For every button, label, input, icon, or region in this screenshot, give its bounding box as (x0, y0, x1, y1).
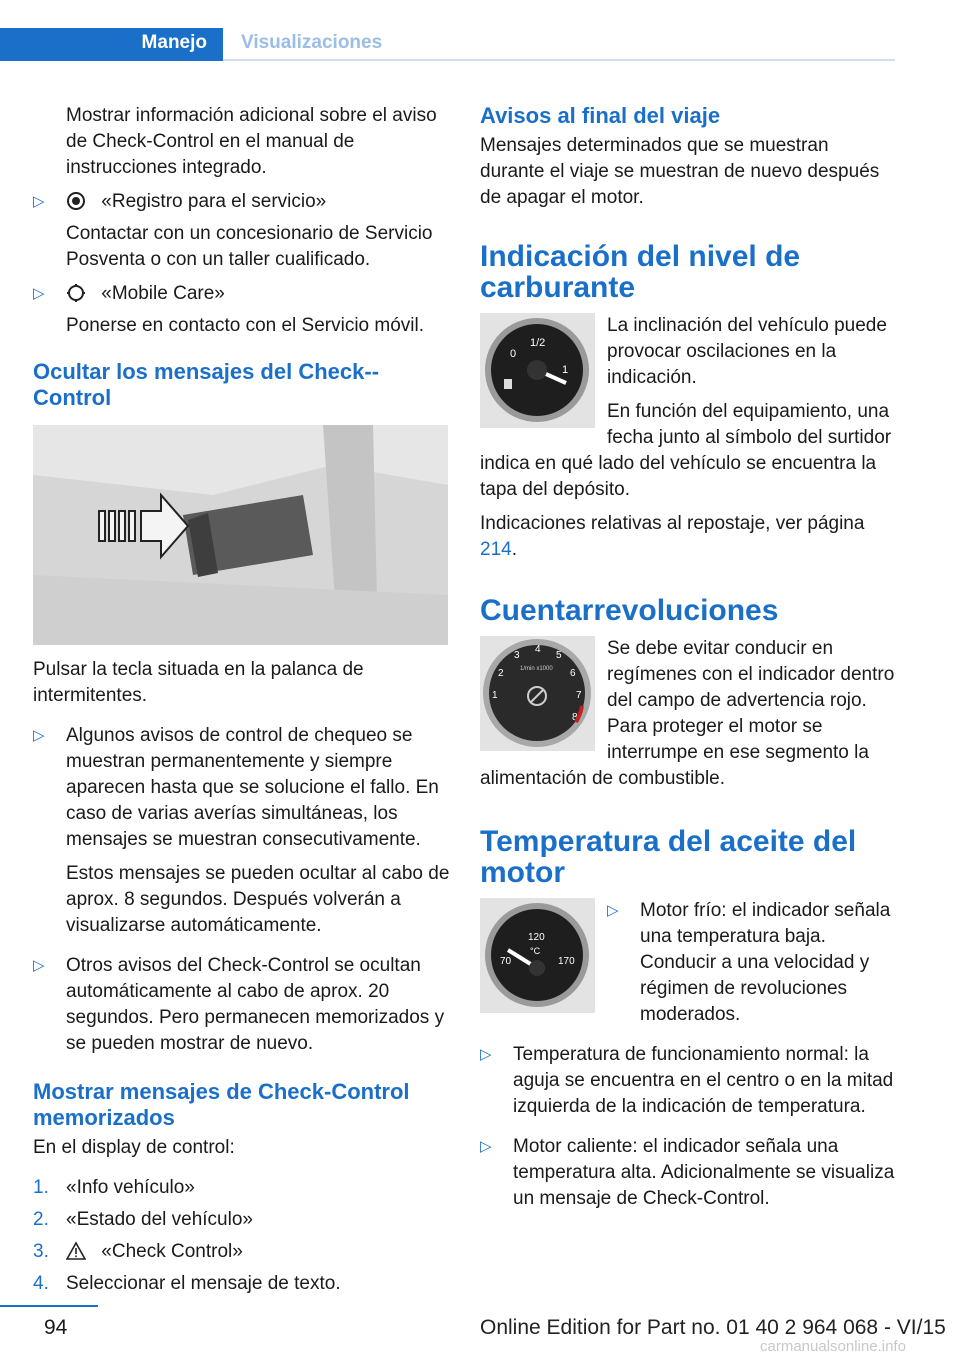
warning-triangle-icon (66, 1241, 101, 1262)
hide-heading: Ocultar los mensajes del Check--Control (33, 359, 380, 410)
steps-list (33, 1175, 450, 1297)
rev-label-7: 7 (576, 690, 582, 701)
mobile-item-label: «Mobile Care» (101, 283, 225, 304)
service-text: Contactar con un concesionario de Servicio Posventa o con un taller cualificado. (66, 223, 433, 270)
list-item (33, 1271, 450, 1297)
rev-label-1: 1 (492, 690, 498, 701)
display-text: En el display de control: (33, 1137, 235, 1158)
bullet-hot (480, 1134, 895, 1212)
list-item (33, 1175, 450, 1201)
step-number: 2. (33, 1209, 49, 1230)
tachometer-image (480, 636, 595, 751)
footer-rule (0, 1305, 98, 1307)
mobile-care-icon (66, 283, 101, 304)
press-text: Pulsar la tecla situada en la palanca de intermitentes. (33, 659, 364, 706)
step-text: «Check Control» (101, 1241, 243, 1262)
triangle-bullet-icon: ▷ (480, 1046, 492, 1063)
rev-heading: Cuentarrevoluciones (480, 594, 779, 627)
bmw-service-icon (66, 191, 101, 212)
bullet-normal (480, 1042, 895, 1120)
oil-label-unit: °C (530, 946, 541, 956)
fuel-text-1: La inclinación del vehículo puede provocar oscilaciones en la indicación. (607, 315, 887, 388)
oil-label-170: 170 (558, 956, 575, 967)
oil-heading: Temperatura del aceite del motor (480, 825, 857, 889)
fuel-label-half: 1/2 (530, 337, 546, 349)
step-text: «Estado del vehículo» (66, 1209, 253, 1230)
fuel-text-3 (480, 511, 895, 563)
list-item (33, 1207, 450, 1233)
fuel-label-empty: 0 (510, 348, 517, 360)
rev-label-8: 8 (572, 712, 578, 723)
page-link[interactable]: 214 (480, 539, 512, 560)
trip-heading: Avisos al final del viaje (480, 103, 721, 128)
left-column (33, 103, 450, 1303)
rev-label-6: 6 (570, 668, 576, 679)
bullet-permanent (33, 723, 450, 939)
trip-text: Mensajes determinados que se muestran durante el viaje se muestran de nuevo después de apagar el motor. (480, 135, 880, 208)
step-number: 4. (33, 1273, 49, 1294)
fuel-label-full: 1 (562, 364, 569, 376)
fuel-heading: Indicación del nivel de carburante (480, 240, 801, 304)
bullet-permanent-text: Algunos avisos de control de chequeo se muestran permanentemente y siempre aparecen hasta que se solucione el fallo. En caso de varias averías simultáneas, los mensajes se muestran consecutivamente. (66, 725, 439, 850)
bullet-permanent-text-2: Estos mensajes se pueden ocultar al cabo de aprox. 8 segundos. Después volverán a visualizarse automáticamente. (66, 863, 450, 936)
fuel-gauge-image (480, 313, 595, 428)
step-number: 1. (33, 1177, 49, 1198)
triangle-bullet-icon: ▷ (33, 285, 45, 302)
rev-text: Se debe evitar conducir en regímenes con el indicador dentro del campo de advertencia rojo. Para proteger el motor se interrumpe en ese segmento la alimentación de combustible. (480, 638, 895, 789)
rev-unit-label: 1/min x1000 (520, 666, 553, 672)
rev-label-5: 5 (556, 650, 562, 661)
fuel-text-2: En función del equipamiento, una fecha junto al símbolo del surtidor indica en qué lado del vehículo se encuentra la tapa del depósito. (480, 401, 892, 500)
fuel-ref-text: Indicaciones relativas al repostaje, ver página (480, 513, 865, 534)
header-section-tab (0, 28, 223, 61)
page-number: 94 (44, 1316, 68, 1339)
header-subsection-label: Visualizaciones (241, 32, 383, 53)
list-item (33, 1239, 450, 1265)
rev-label-2: 2 (498, 668, 504, 679)
service-item-label: «Registro para el servicio» (101, 191, 327, 212)
bullet-cold (607, 898, 895, 1028)
rev-label-4: 4 (535, 644, 541, 655)
stalk-illustration (33, 425, 448, 645)
step-text: Seleccionar el mensaje de texto. (66, 1273, 341, 1294)
bullet-hot-text: Motor caliente: el indicador señala una temperatura alta. Adicionalmente se visualiza un mensaje de Check-Control. (513, 1136, 895, 1209)
bullet-service (33, 189, 450, 273)
show-heading: Mostrar mensajes de Check-Control memorizados (33, 1079, 410, 1130)
bullet-normal-text: Temperatura de funcionamiento normal: la aguja se encuentra en el centro o en la mitad izquierda de la indicación de temperatura. (513, 1044, 894, 1117)
mobile-text: Ponerse en contacto con el Servicio móvil. (66, 315, 425, 336)
edition-text: Online Edition for Part no. 01 40 2 964 068 - VI/15 (480, 1316, 946, 1339)
header-subsection-tab (223, 28, 895, 61)
step-number: 3. (33, 1241, 49, 1262)
triangle-bullet-icon: ▷ (607, 902, 619, 919)
oil-temp-gauge-image (480, 898, 595, 1013)
triangle-bullet-icon: ▷ (33, 727, 45, 744)
triangle-bullet-icon: ▷ (33, 193, 45, 210)
fuel-ref-end: . (511, 539, 517, 560)
watermark: carmanualsonline.info (760, 1338, 906, 1355)
bullet-cold-text: Motor frío: el indicador señala una temperatura baja. Conducir a una velocidad y régimen de revoluciones moderados. (640, 900, 891, 1025)
header-section-label: Manejo (141, 32, 207, 53)
intro-text: Mostrar información adicional sobre el aviso de Check-Control en el manual de instrucciones integrado. (66, 105, 437, 178)
bullet-auto-hide-text: Otros avisos del Check-Control se ocultan automáticamente al cabo de aprox. 20 segundos. Pero permanecen memorizados y se pueden mostrar de nuevo. (66, 955, 445, 1054)
triangle-bullet-icon: ▷ (33, 957, 45, 974)
step-text: «Info vehículo» (66, 1177, 195, 1198)
oil-label-120: 120 (528, 932, 545, 943)
rev-label-3: 3 (514, 650, 520, 661)
triangle-bullet-icon: ▷ (480, 1138, 492, 1155)
bullet-auto-hide (33, 953, 450, 1057)
oil-label-70: 70 (500, 956, 512, 967)
right-column (480, 103, 895, 1220)
bullet-mobile (33, 281, 450, 339)
